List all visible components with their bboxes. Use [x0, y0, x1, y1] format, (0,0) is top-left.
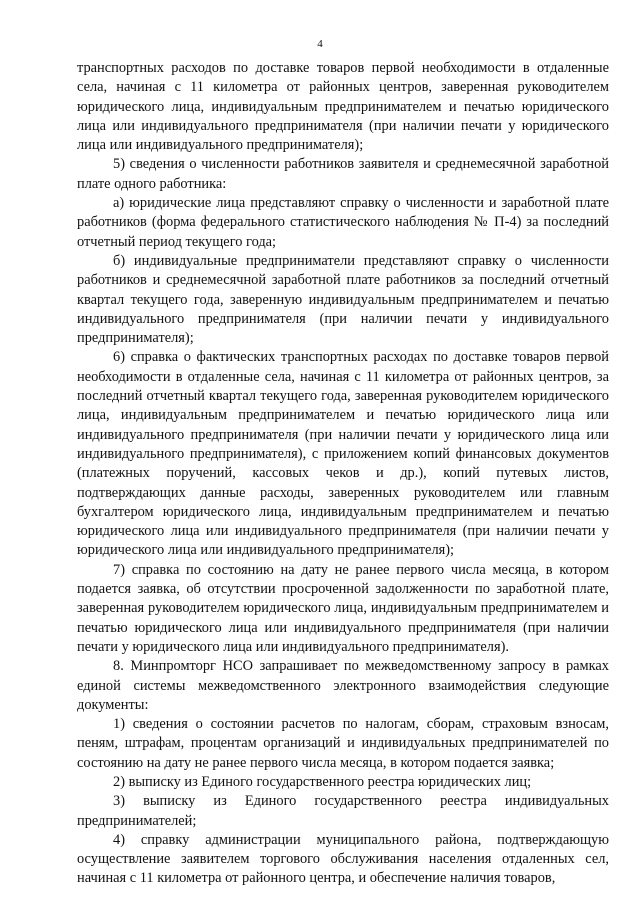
paragraph-item-7-wage-arrears: 7) справка по состоянию на дату не ранее первого числа месяца, в котором подается заявка, об отсутствии просроченной задолженности по заработной плате, заверенная руководителем юридического лица, индивидуальным предпринимателем и печатью юридического лица или индивидуального предпринимателя (при наличии печати у юридического лица или индивидуального предпринимателя).: [77, 561, 609, 655]
paragraph-item-8-3-entrepreneurs-register: 3) выписку из Единого государственного реестра индивидуальных предпринимателей;: [77, 793, 609, 829]
paragraph-item-5a-legal-entities: а) юридические лица представляют справку о численности и заработной плате работников (форма федерального статистического наблюдения № П-4) за последний отчетный период текущего года;: [77, 195, 609, 250]
paragraph-item-8-2-legal-entities-register: 2) выписку из Единого государственного реестра юридических лиц;: [113, 773, 532, 790]
paragraph-item-5b-entrepreneurs: б) индивидуальные предприниматели представляют справку о численности работников и среднемесячной заработной плате работников за последний отчетный квартал текущего года, заверенную индивидуальным предпринимателем и печатью индивидуального предпринимателя (при наличии печати у индивидуального предпринимателя);: [77, 252, 609, 347]
paragraph-transport-costs-continuation: транспортных расходов по доставке товаров первой необходимости в отдаленные села, начиная с 11 километра от районных центров, заверенная руководителем юридического лица, индивидуальным предпринимателем и печатью юридического лица или индивидуального предпринимателя (при наличии печати у юридического лица или индивидуального предпринимателя);: [77, 60, 609, 154]
paragraph-item-5-employee-info: 5) сведения о численности работников заявителя и среднемесячной заработной плате одного работника:: [77, 156, 609, 192]
paragraph-item-8-1-tax-settlements: 1) сведения о состоянии расчетов по налогам, сборам, страховым взносам, пеням, штрафам, процентам организаций и индивидуальных предпринимателей по состоянию на дату не ранее первого числа месяца, в котором подается заявка;: [77, 716, 609, 771]
paragraph-item-6-transport-expenses: 6) справка о фактических транспортных расходах по доставке товаров первой необходимости в отдаленные села, начиная с 11 километра от районных центров, за последний отчетный квартал текущего года, заверенная руководителем юридического лица, индивидуальным предпринимателем и печатью юридического лица или индивидуального предпринимателя (при наличии печати у юридического лица или индивидуального предпринимателя), с приложением копий финансовых документов (платежных поручений, кассовых чеков и др.), копий путевых листов, подтверждающих данные расходы, заверенных руководителем или главным бухгалтером юридического лица, индивидуальным предпринимателем и печатью юридического лица или индивидуального предпринимателя (при наличии печати у юридического лица или индивидуального предпринимателя);: [77, 349, 609, 559]
page-number: 4: [317, 38, 323, 50]
paragraph-section-8-interagency-request: 8. Минпромторг НСО запрашивает по межведомственному запросу в рамках единой системы межведомственного электронного взаимодействия следующие документы:: [77, 658, 609, 713]
document-body: [77, 59, 609, 889]
paragraph-item-8-4-administration-certificate: 4) справку администрации муниципального района, подтверждающую осуществление заявителем торгового обслуживания населения отдаленных сел, начиная с 11 километра от районного центра, и обеспечение наличия товаров,: [77, 831, 609, 887]
